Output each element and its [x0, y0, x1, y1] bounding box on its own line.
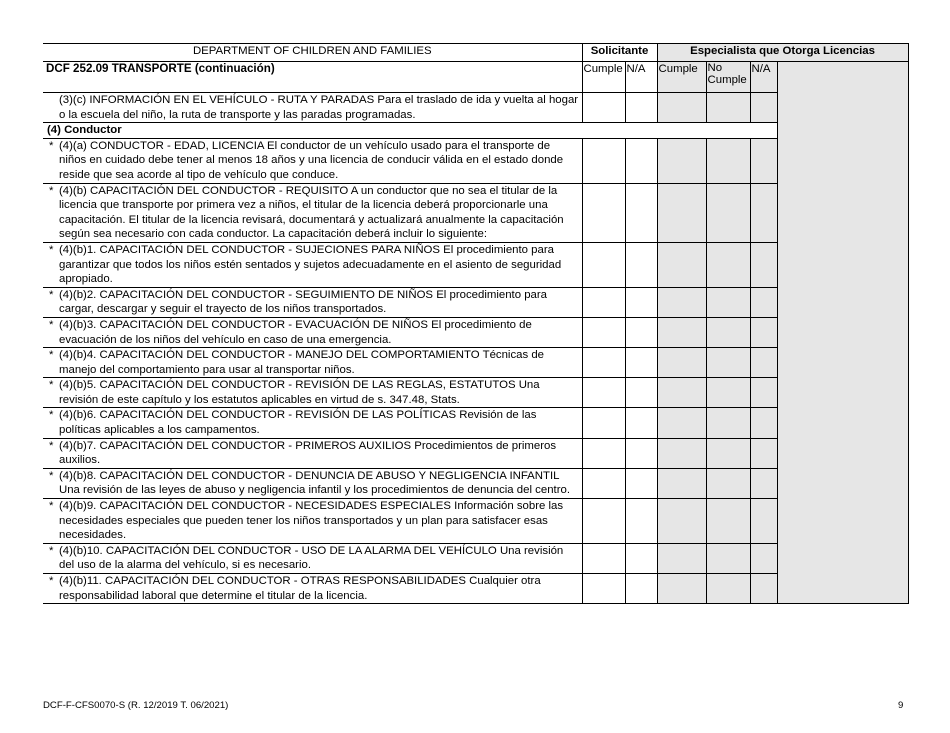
solicitante-na-cell[interactable]: [625, 287, 657, 317]
especialista-na-cell[interactable]: [750, 408, 777, 438]
col-esp-na-label: N/A: [750, 62, 777, 93]
especialista-no-cumple-cell[interactable]: [706, 408, 750, 438]
requirement-text: (4)(b)5. CAPACITACIÓN DEL CONDUCTOR - REVISIÓN DE LAS REGLAS, ESTATUTOS Una revisión de este capítulo y los estatutos aplicables en virtud de s. 347.48, Stats.: [59, 379, 540, 406]
requirement-cell: [43, 93, 582, 123]
requirement-cell: [43, 183, 582, 242]
requirement-cell: [43, 242, 582, 287]
solicitante-na-cell[interactable]: [625, 468, 657, 498]
section-header-row: [43, 62, 908, 93]
especialista-cumple-cell[interactable]: [657, 287, 706, 317]
especialista-no-cumple-cell[interactable]: [706, 138, 750, 183]
especialista-no-cumple-cell[interactable]: [706, 543, 750, 573]
especialista-cumple-cell[interactable]: [657, 242, 706, 287]
requirement-text: (4)(b)2. CAPACITACIÓN DEL CONDUCTOR - SEGUIMIENTO DE NIÑOS El procedimiento para cargar, descargar y seguir el trayecto de los niños transportados.: [59, 288, 547, 316]
solicitante-na-cell[interactable]: [625, 438, 657, 468]
critical-marker: *: [49, 349, 54, 362]
solicitante-na-cell[interactable]: [625, 408, 657, 438]
col-na-label: N/A: [625, 62, 657, 93]
especialista-cumple-cell[interactable]: [657, 348, 706, 378]
especialista-no-cumple-cell[interactable]: [706, 468, 750, 498]
especialista-na-cell[interactable]: [750, 183, 777, 242]
critical-marker: *: [49, 318, 54, 331]
especialista-na-cell[interactable]: [750, 317, 777, 347]
solicitante-na-cell[interactable]: [625, 378, 657, 408]
especialista-no-cumple-cell[interactable]: [706, 93, 750, 123]
especialista-na-cell[interactable]: [750, 499, 777, 544]
especialista-header: Especialista que Otorga Licencias: [657, 44, 908, 62]
solicitante-cumple-cell[interactable]: [582, 348, 625, 378]
especialista-cumple-cell[interactable]: [657, 378, 706, 408]
especialista-cumple-cell[interactable]: [657, 438, 706, 468]
especialista-no-cumple-cell[interactable]: [706, 378, 750, 408]
right-margin-cell: [777, 62, 908, 604]
requirement-cell: [43, 138, 582, 183]
solicitante-header: Solicitante: [582, 44, 657, 62]
critical-marker: *: [49, 544, 54, 557]
especialista-na-cell[interactable]: [750, 287, 777, 317]
especialista-na-cell[interactable]: [750, 574, 777, 604]
requirement-text: (4)(b)9. CAPACITACIÓN DEL CONDUCTOR - NECESIDADES ESPECIALES Información sobre las necesidades especiales que pueden tener los niños transportados y un plan para satisfacer esas necesidades.: [59, 500, 564, 542]
especialista-na-cell[interactable]: [750, 543, 777, 573]
especialista-na-cell[interactable]: [750, 468, 777, 498]
subheading-label: (4) Conductor: [43, 123, 777, 139]
especialista-na-cell[interactable]: [750, 378, 777, 408]
especialista-cumple-cell[interactable]: [657, 93, 706, 123]
especialista-na-cell[interactable]: [750, 348, 777, 378]
especialista-cumple-cell[interactable]: [657, 543, 706, 573]
especialista-cumple-cell[interactable]: [657, 408, 706, 438]
solicitante-na-cell[interactable]: [625, 183, 657, 242]
solicitante-cumple-cell[interactable]: [582, 574, 625, 604]
requirement-text: (4)(b)1. CAPACITACIÓN DEL CONDUCTOR - SUJECIONES PARA NIÑOS El procedimiento para garantizar que todos los niños estén sentados y sujetos adecuadamente en el asiento de seguridad apropiado.: [59, 243, 562, 286]
especialista-cumple-cell[interactable]: [657, 183, 706, 242]
requirement-text: (4)(a) CONDUCTOR - EDAD, LICENCIA El conductor de un vehículo usado para el transporte de niños en cuidado debe tener al menos 18 años y una licencia de conducir válida en el estado donde reside que sea acorde al tipo de vehículo que conduce.: [59, 139, 564, 181]
requirement-text: (4)(b)11. CAPACITACIÓN DEL CONDUCTOR - OTRAS RESPONSABILIDADES Cualquier otra responsabilidad laboral que determine el titular de la licencia.: [59, 575, 541, 602]
solicitante-cumple-cell[interactable]: [582, 93, 625, 123]
especialista-na-cell[interactable]: [750, 138, 777, 183]
solicitante-cumple-cell[interactable]: [582, 408, 625, 438]
especialista-no-cumple-cell[interactable]: [706, 348, 750, 378]
solicitante-na-cell[interactable]: [625, 574, 657, 604]
department-title: DEPARTMENT OF CHILDREN AND FAMILIES: [43, 44, 582, 62]
solicitante-na-cell[interactable]: [625, 499, 657, 544]
requirement-text: (4)(b)8. CAPACITACIÓN DEL CONDUCTOR - DENUNCIA DE ABUSO Y NEGLIGENCIA INFANTIL Una revisión de las leyes de abuso y negligencia infantil y los procedimientos de denuncia del centro.: [59, 469, 570, 497]
solicitante-na-cell[interactable]: [625, 138, 657, 183]
section-title: DCF 252.09 TRANSPORTE (continuación): [43, 62, 582, 93]
requirement-cell: [43, 378, 582, 408]
solicitante-cumple-cell[interactable]: [582, 378, 625, 408]
form-id: DCF-F-CFS0070-S (R. 12/2019 T. 06/2021): [43, 700, 229, 711]
especialista-na-cell[interactable]: [750, 93, 777, 123]
solicitante-cumple-cell[interactable]: [582, 468, 625, 498]
checklist-table: [43, 43, 909, 604]
critical-marker: *: [49, 184, 54, 197]
solicitante-cumple-cell[interactable]: [582, 543, 625, 573]
requirement-cell: [43, 543, 582, 573]
requirement-cell: [43, 499, 582, 544]
col-cumple-label: Cumple: [582, 62, 625, 93]
especialista-no-cumple-cell[interactable]: [706, 287, 750, 317]
requirement-text: (4)(b)7. CAPACITACIÓN DEL CONDUCTOR - PRIMEROS AUXILIOS Procedimientos de primeros auxilios.: [59, 439, 557, 467]
critical-marker: *: [49, 379, 54, 392]
solicitante-cumple-cell[interactable]: [582, 138, 625, 183]
critical-marker: *: [49, 409, 54, 422]
solicitante-cumple-cell[interactable]: [582, 287, 625, 317]
requirement-cell: [43, 574, 582, 604]
critical-marker: *: [49, 139, 54, 152]
requirement-cell: [43, 317, 582, 347]
solicitante-cumple-cell[interactable]: [582, 242, 625, 287]
especialista-cumple-cell[interactable]: [657, 138, 706, 183]
critical-marker: *: [49, 500, 54, 513]
requirement-cell: [43, 438, 582, 468]
requirement-cell: [43, 348, 582, 378]
critical-marker: *: [49, 439, 54, 452]
solicitante-na-cell[interactable]: [625, 348, 657, 378]
solicitante-na-cell[interactable]: [625, 317, 657, 347]
col-no-cumple-label: No Cumple: [706, 62, 750, 93]
critical-marker: [47, 93, 59, 122]
solicitante-na-cell[interactable]: [625, 93, 657, 123]
requirement-text: (4)(b)3. CAPACITACIÓN DEL CONDUCTOR - EVACUACIÓN DE NIÑOS El procedimiento de evacuación de los niños del vehículo en caso de una emergencia.: [59, 318, 532, 346]
especialista-no-cumple-cell[interactable]: [706, 183, 750, 242]
page-number: 9: [898, 700, 904, 711]
solicitante-cumple-cell[interactable]: [582, 183, 625, 242]
especialista-no-cumple-cell[interactable]: [706, 438, 750, 468]
requirement-text: (4)(b)6. CAPACITACIÓN DEL CONDUCTOR - REVISIÓN DE LAS POLÍTICAS Revisión de las políticas aplicables a los campamentos.: [59, 409, 537, 437]
critical-marker: *: [49, 288, 54, 301]
solicitante-na-cell[interactable]: [625, 242, 657, 287]
solicitante-cumple-cell[interactable]: [582, 499, 625, 544]
header-row: [43, 44, 908, 62]
critical-marker: *: [49, 469, 54, 482]
solicitante-na-cell[interactable]: [625, 543, 657, 573]
especialista-no-cumple-cell[interactable]: [706, 499, 750, 544]
requirement-text: (3)(c) INFORMACIÓN EN EL VEHÍCULO - RUTA Y PARADAS Para el traslado de ida y vuelta al hogar o la escuela del niño, la ruta de transporte y las paradas programadas.: [59, 94, 579, 121]
solicitante-cumple-cell[interactable]: [582, 438, 625, 468]
requirement-text: (4)(b)4. CAPACITACIÓN DEL CONDUCTOR - MANEJO DEL COMPORTAMIENTO Técnicas de manejo del comportamiento para usar al transportar niños.: [59, 349, 545, 376]
especialista-no-cumple-cell[interactable]: [706, 317, 750, 347]
col-esp-cumple-label: Cumple: [657, 62, 706, 93]
especialista-na-cell[interactable]: [750, 438, 777, 468]
especialista-cumple-cell[interactable]: [657, 468, 706, 498]
requirement-cell: [43, 408, 582, 438]
requirement-text: (4)(b)10. CAPACITACIÓN DEL CONDUCTOR - USO DE LA ALARMA DEL VEHÍCULO Una revisión del uso de la alarma del vehículo, si es necesario.: [59, 544, 564, 572]
requirement-cell: [43, 287, 582, 317]
critical-marker: *: [49, 243, 54, 256]
especialista-na-cell[interactable]: [750, 242, 777, 287]
solicitante-cumple-cell[interactable]: [582, 317, 625, 347]
requirement-text: (4)(b) CAPACITACIÓN DEL CONDUCTOR - REQUISITO A un conductor que no sea el titular de la licencia que transporte por primera vez a niños, el titular de la licencia deberá proporcionarle una capacitación. El titular de la licencia revisará, documentará y actualizará anualmente la capacitación según sea necesario con cada conductor. La capacitación deberá incluir lo siguiente:: [59, 184, 564, 241]
especialista-cumple-cell[interactable]: [657, 317, 706, 347]
especialista-cumple-cell[interactable]: [657, 499, 706, 544]
especialista-no-cumple-cell[interactable]: [706, 574, 750, 604]
requirement-cell: [43, 468, 582, 498]
critical-marker: *: [49, 575, 54, 587]
especialista-cumple-cell[interactable]: [657, 574, 706, 604]
especialista-no-cumple-cell[interactable]: [706, 242, 750, 287]
